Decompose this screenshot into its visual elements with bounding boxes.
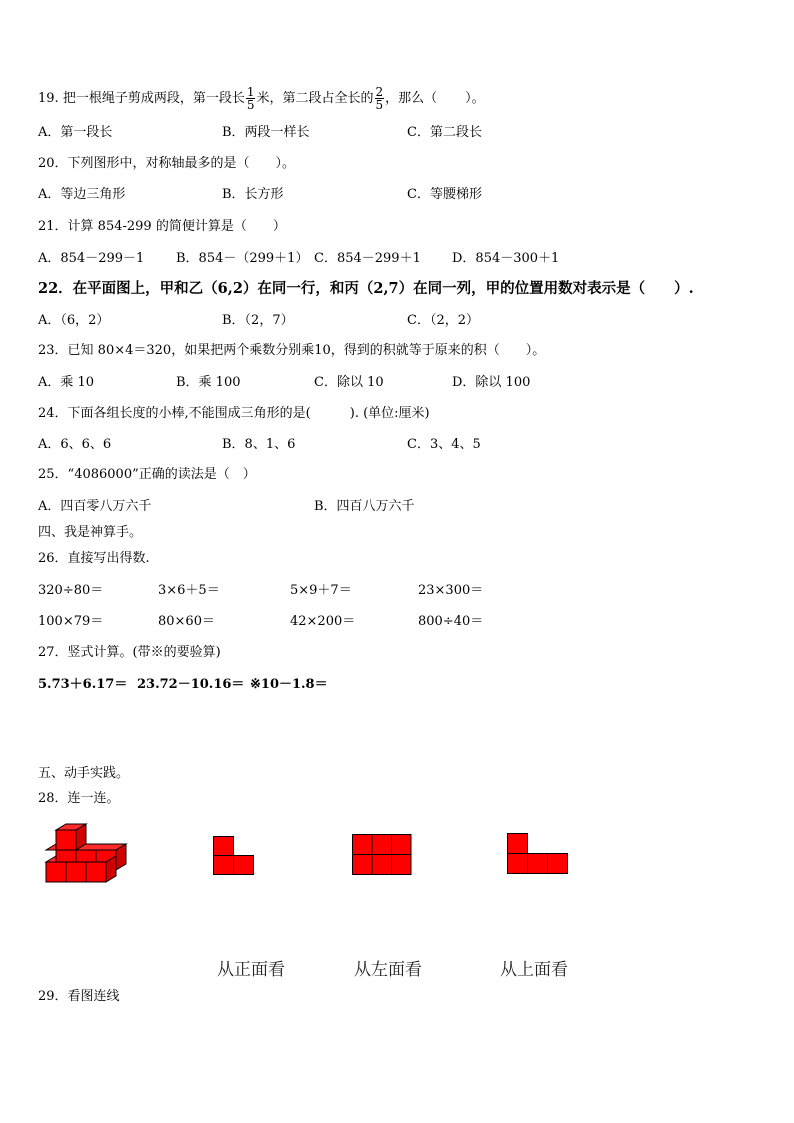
q22-option-b[interactable]: B．（2，7） [222, 313, 294, 328]
q27-item: 5.73＋6.17＝ [38, 677, 128, 692]
cube [66, 862, 86, 882]
cube [46, 862, 66, 882]
q24-option-a[interactable]: A．6、6、6 [38, 437, 112, 452]
q26-item: 42×200＝ [290, 614, 356, 629]
view-shape-l-wide[interactable] [507, 833, 569, 875]
q23-option-d[interactable]: D．除以 100 [452, 375, 531, 390]
view-label-left[interactable]: 从左面看 [354, 960, 422, 980]
cube [86, 862, 106, 882]
view-label-front[interactable]: 从正面看 [217, 960, 285, 980]
q19-number: 19. [38, 91, 59, 106]
q20-option-a[interactable]: A．等边三角形 [38, 187, 126, 202]
q26-stem: 26．直接写出得数. [38, 551, 150, 566]
q19-text-pre: 把一根绳子剪成两段，第一段长 [62, 91, 245, 106]
q20-option-b[interactable]: B．长方形 [222, 187, 284, 202]
section-4-heading: 四、我是神算手。 [38, 525, 143, 540]
q24-option-c[interactable]: C．3、4、5 [407, 437, 481, 452]
q26-item: 800÷40＝ [418, 614, 484, 629]
q19-option-c[interactable]: C．第二段长 [407, 125, 482, 140]
q21-option-c[interactable]: C．854－299＋1 [314, 251, 421, 266]
q27-item: 23.72－10.16＝ [137, 677, 245, 692]
q23-option-b[interactable]: B．乘 100 [176, 375, 241, 390]
q19-text-post: ，那么（ [385, 91, 438, 106]
q27-stem: 27．竖式计算。(带※的要验算) [38, 645, 221, 660]
fraction-numerator: 2 [375, 85, 384, 99]
view-shape-l-small[interactable] [213, 836, 255, 876]
fraction-2-5 [375, 86, 385, 111]
q19-stem [38, 86, 485, 111]
fraction-denominator: 5 [375, 98, 384, 112]
q23-option-a[interactable]: A．乘 10 [38, 375, 95, 390]
q25-stem: 25．“4086000”正确的读法是（ ） [38, 467, 256, 482]
q25-option-a[interactable]: A．四百零八万六千 [38, 499, 152, 514]
view-shape-rectangle[interactable] [352, 834, 412, 876]
q22-option-c[interactable]: C．（2，2） [407, 313, 479, 328]
q24-stem: 24．下面各组长度的小棒,不能围成三角形的是( ). (单位:厘米) [38, 406, 430, 421]
q27-item: ※10－1.8＝ [250, 677, 328, 692]
q19-option-a[interactable]: A．第一段长 [38, 125, 113, 140]
q21-option-a[interactable]: A．854－299－1 [38, 251, 145, 266]
q19-text-mid: 米，第二段占全长的 [256, 91, 374, 106]
q26-item: 23×300＝ [418, 583, 484, 598]
q26-item: 80×60＝ [158, 614, 215, 629]
fraction-denominator: 5 [246, 98, 255, 112]
view-label-top[interactable]: 从上面看 [500, 960, 568, 980]
q23-option-c[interactable]: C．除以 10 [314, 375, 384, 390]
q20-stem: 20．下列图形中，对称轴最多的是（ ）。 [38, 156, 296, 171]
q26-item: 5×9＋7＝ [290, 583, 352, 598]
q26-item: 320÷80＝ [38, 583, 104, 598]
q21-option-d[interactable]: D．854－300＋1 [452, 251, 560, 266]
q23-stem: 23．已知 80×4＝320，如果把两个乘数分别乘10，得到的积就等于原来的积（ ）。 [38, 343, 546, 358]
q21-stem: 21．计算 854-299 的简便计算是（ ） [38, 219, 286, 234]
fraction-numerator: 1 [246, 85, 255, 99]
q22-stem: 22．在平面图上，甲和乙（6,2）在同一行，和丙（2,7）在同一列，甲的位置用数对表示是（ ）. [38, 280, 694, 297]
q19-option-b[interactable]: B．两段一样长 [222, 125, 310, 140]
q24-option-b[interactable]: B．8、1、6 [222, 437, 296, 452]
cube [46, 844, 56, 850]
q28-stem: 28．连一连。 [38, 791, 120, 806]
q21-option-b[interactable]: B．854－（299＋1） [176, 251, 309, 266]
q20-option-c[interactable]: C．等腰梯形 [407, 187, 482, 202]
q22-option-a[interactable]: A．（6，2） [38, 313, 110, 328]
q26-item: 100×79＝ [38, 614, 104, 629]
q29-stem: 29．看图连线 [38, 989, 120, 1004]
fraction-1-5 [246, 86, 256, 111]
q19-text-close: ）。 [465, 91, 485, 106]
cube [56, 824, 86, 850]
cube-stack-figure [44, 822, 128, 884]
section-5-heading: 五、动手实践。 [38, 766, 130, 781]
q25-option-b[interactable]: B．四百八万六千 [314, 499, 415, 514]
q26-item: 3×6＋5＝ [158, 583, 220, 598]
